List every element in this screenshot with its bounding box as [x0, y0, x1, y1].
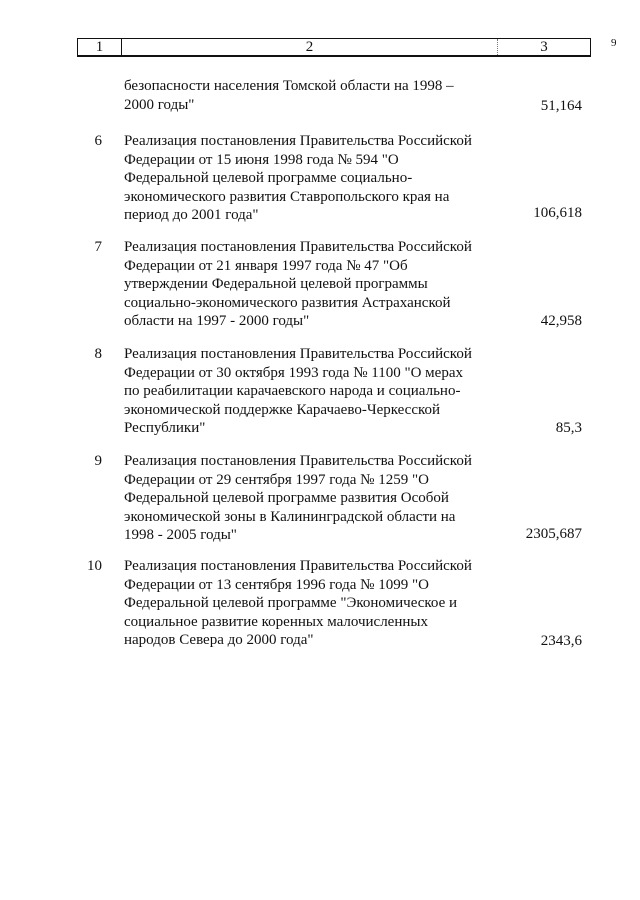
row-number: 10: [87, 558, 102, 574]
row-number: 9: [94, 453, 102, 469]
table-header: [77, 38, 591, 57]
header-col-1: 1: [78, 39, 122, 55]
row-number: 7: [94, 239, 102, 255]
row-amount: 42,958: [540, 313, 582, 329]
row-amount: 2343,6: [540, 633, 582, 649]
header-col-2: 2: [122, 39, 498, 55]
row-description: Реализация постановления Правительства Российской Федерации от 21 января 1997 года № 47 "Об утверждении Федеральной целевой программы социально-экономического развития Астраханской области на 1997 - 2000 годы": [124, 239, 472, 329]
row-description: безопасности населения Томской области на 1998 – 2000 годы": [124, 78, 454, 113]
row-description: Реализация постановления Правительства Российской Федерации от 29 сентября 1997 года № 1259 "О Федеральной целевой программе развития Особой экономической зоны в Калининградской области на 1998 - 2005 годы": [124, 453, 472, 543]
row-amount: 106,618: [533, 205, 582, 221]
row-amount: 51,164: [540, 98, 582, 114]
row-description: Реализация постановления Правительства Российской Федерации от 15 июня 1998 года № 594 "О Федеральной целевой программе социально- экономического развития Ставропольского края на период до 2001 года": [124, 133, 472, 223]
row-description: Реализация постановления Правительства Российской Федерации от 30 октября 1993 года № 1100 "О мерах по реабилитации карачаевского народа и социально- экономической поддержке Карачаево-Черкесской Республики": [124, 346, 472, 436]
row-amount: 85,3: [555, 420, 582, 436]
row-number: 8: [94, 346, 102, 362]
row-description: Реализация постановления Правительства Российской Федерации от 13 сентября 1996 года № 1099 "О Федеральной целевой программе "Экономическое и социальное развитие коренных малочисленных народов Севера до 2000 года": [124, 558, 472, 648]
header-col-3: 3: [540, 39, 548, 55]
row-amount: 2305,687: [525, 526, 582, 542]
row-number: 6: [94, 133, 102, 149]
page-number: 9: [611, 37, 617, 49]
